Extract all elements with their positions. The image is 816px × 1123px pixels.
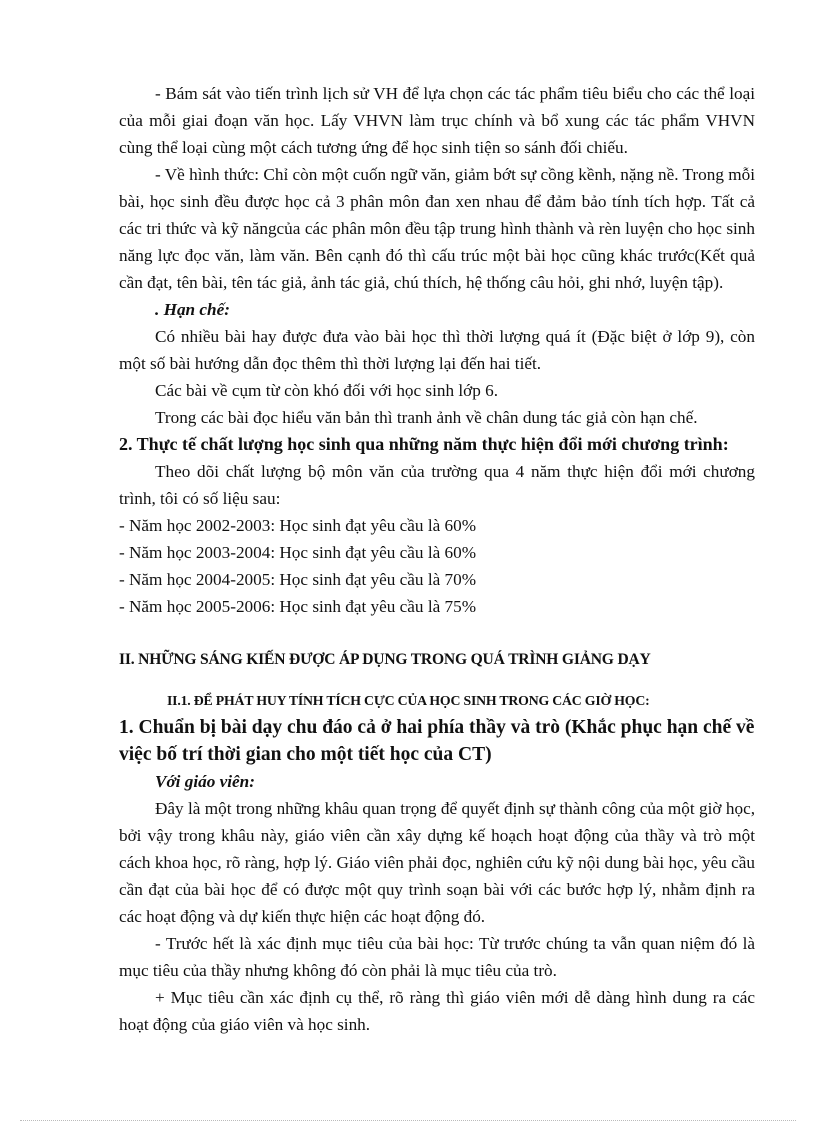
paragraph-giao-vien: Đây là một trong những khâu quan trọng để quyết định sự thành công của một giờ học, bởi vậy trong khâu này, giáo viên cần xây dựng kế hoạch hoạt động của thầy và trò một cách khoa học, rõ ràng, hợp lý. Giáo viên phải đọc, nghiên cứu kỹ nội dung bài học, yêu cầu cần đạt của bài học để có được một quy trình soạn bài với các bước hợp lý, nhằm định ra các hoạt động và dự kiến thực hiện các hoạt động đó. bbox=[119, 799, 755, 926]
han-che-item: Có nhiều bài hay được đưa vào bài học thì thời lượng quá ít (Đặc biệt ở lớp 9), còn một số bài hướng dẫn đọc thêm thì thời lượng lại đến hai tiết. bbox=[119, 327, 755, 373]
stat-line: - Năm học 2002-2003: Học sinh đạt yêu cầu là 60% bbox=[119, 516, 477, 535]
stat-line: - Năm học 2003-2004: Học sinh đạt yêu cầu là 60% bbox=[119, 543, 477, 562]
section-2-intro: Theo dõi chất lượng bộ môn văn của trường qua 4 năm thực hiện đổi mới chương trình, tôi có số liệu sau: bbox=[119, 462, 755, 508]
han-che-item: Các bài về cụm từ còn khó đối với học sinh lớp 6. bbox=[155, 381, 499, 400]
han-che-label: . Hạn chế: bbox=[155, 300, 230, 319]
paragraph-muc-tieu: - Trước hết là xác định mục tiêu của bài học: Từ trước chúng ta vẫn quan niệm đó là mục tiêu của thầy nhưng không đó còn phải là mục tiêu của trò. bbox=[119, 934, 755, 980]
paragraph-muc-tieu-cu-the: + Mục tiêu cần xác định cụ thể, rõ ràng thì giáo viên mới dễ dàng hình dung ra các hoạt động của giáo viên và học sinh. bbox=[119, 988, 755, 1034]
teacher-label: Với giáo viên: bbox=[155, 772, 255, 791]
document-body bbox=[119, 80, 755, 1038]
paragraph-hinh-thuc: - Về hình thức: Chỉ còn một cuốn ngữ văn, giảm bớt sự cồng kềnh, nặng nề. Trong mỗi bài, học sinh đều được học cả 3 phân môn đan xen nhau để đảm bảo tính tích hợp. Tất cả các tri thức và kỹ năngcủa các phân môn đều tập trung hình thành và rèn luyện cho học sinh năng lực đọc văn, làm văn. Bên cạnh đó thì cấu trúc một bài học cũng khác trước(Kết quả cần đạt, tên bài, tên tác giả, ảnh tác giả, chú thích, hệ thống câu hỏi, ghi nhớ, luyện tập). bbox=[119, 165, 755, 292]
stat-line: - Năm học 2004-2005: Học sinh đạt yêu cầu là 70% bbox=[119, 570, 477, 589]
stat-line: - Năm học 2005-2006: Học sinh đạt yêu cầu là 75% bbox=[119, 597, 477, 616]
section-ii-1-title: II.1. ĐỂ PHÁT HUY TÍNH TÍCH CỰC CỦA HỌC SINH TRONG CÁC GIỜ HỌC: bbox=[167, 693, 650, 708]
heading-chuan-bi-bai-day: 1. Chuẩn bị bài dạy chu đáo cả ở hai phía thầy và trò (Khắc phục hạn chế về việc bố trí thời gian cho một tiết học của CT) bbox=[119, 717, 755, 765]
paragraph-tien-trinh: - Bám sát vào tiến trình lịch sử VH để lựa chọn các tác phẩm tiêu biểu cho các thể loại của mỗi giai đoạn văn học. Lấy VHVN làm trục chính và bổ xung các tác phẩm VHVN cùng thể loại cùng một cách tương ứng để học sinh tiện so sánh đối chiếu. bbox=[119, 84, 755, 157]
section-2-heading: 2. Thực tế chất lượng học sinh qua những năm thực hiện đổi mới chương trình: bbox=[119, 434, 729, 454]
page-bottom-divider bbox=[20, 1120, 796, 1121]
section-ii-title: II. NHỮNG SÁNG KIẾN ĐƯỢC ÁP DỤNG TRONG QUÁ TRÌNH GIẢNG DẠY bbox=[119, 651, 651, 668]
han-che-item: Trong các bài đọc hiểu văn bản thì tranh ảnh về chân dung tác giả còn hạn chế. bbox=[155, 408, 698, 427]
